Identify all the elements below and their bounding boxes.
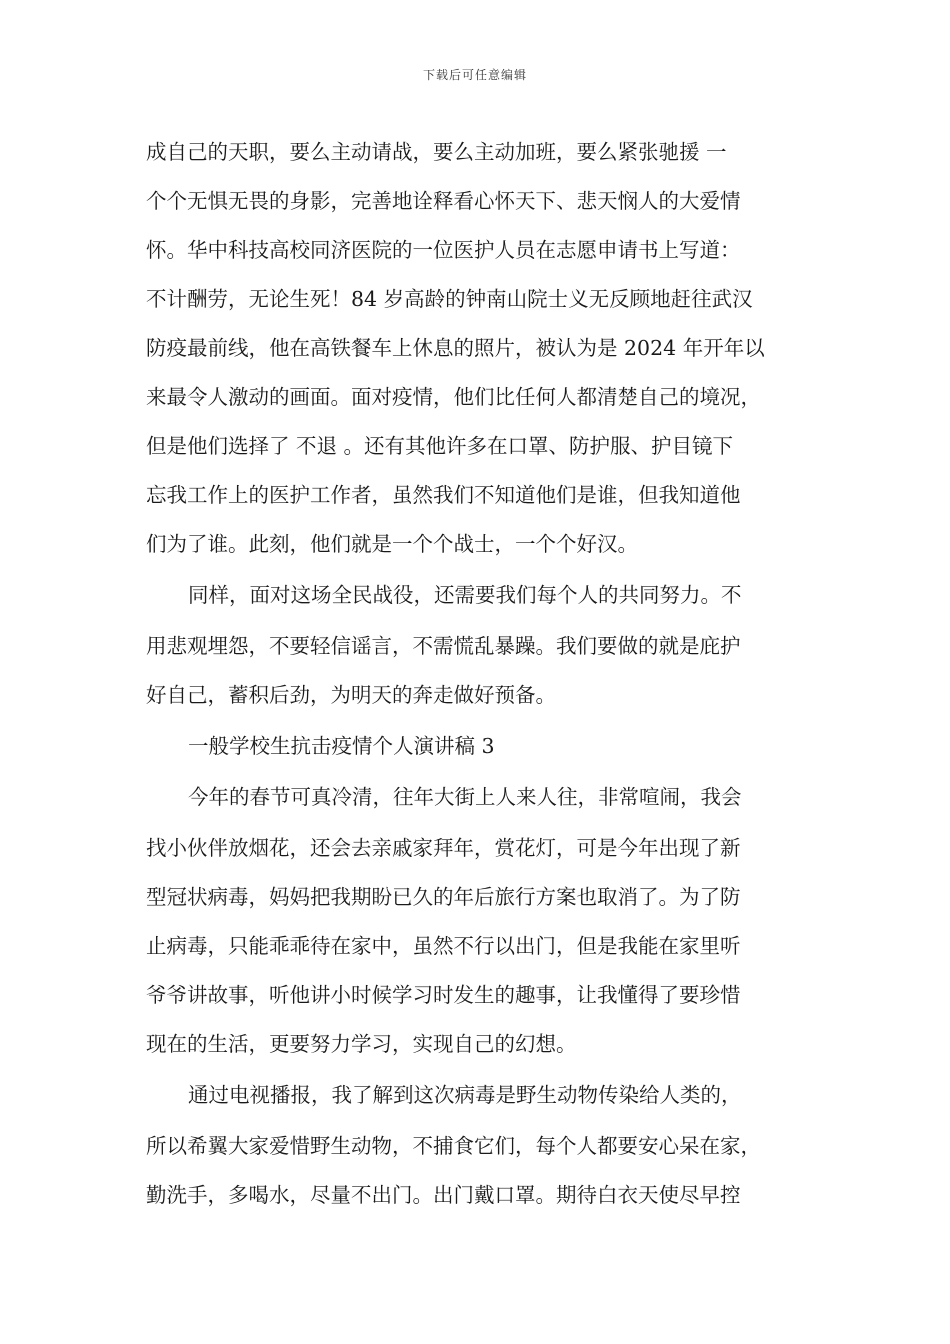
- body-line: 好自己，蓄积后劲，为明天的奔走做好预备。: [146, 683, 556, 707]
- paragraph-first-line: 同样，面对这场全民战役，还需要我们每个人的共同努力。不: [188, 583, 742, 607]
- body-line: 找小伙伴放烟花，还会去亲戚家拜年，赏花灯，可是今年出现了新: [146, 836, 741, 860]
- body-line: 所以希翼大家爱惜野生动物，不捕食它们，每个人都要安心呆在家，: [146, 1134, 761, 1158]
- paragraph-first-line: 通过电视播报，我了解到这次病毒是野生动物传染给人类的，: [188, 1083, 742, 1107]
- body-line: 忘我工作上的医护工作者，虽然我们不知道他们是谁，但我知道他: [146, 483, 741, 507]
- body-line: 现在的生活，更要努力学习，实现自己的幻想。: [146, 1032, 577, 1056]
- body-line: 怀。华中科技高校同济医院的一位医护人员在志愿申请书上写道：: [146, 238, 741, 262]
- page-header: 下载后可任意编辑: [422, 68, 527, 82]
- body-line: 止病毒，只能乖乖待在家中，虽然不行以出门，但是我能在家里听: [146, 934, 741, 958]
- body-line: 来最令人激动的画面。面对疫情，他们比任何人都清楚自己的境况，: [146, 385, 761, 409]
- body-line: 们为了谁。此刻，他们就是一个个战士，一个个好汉。: [146, 532, 638, 556]
- body-line: 但是他们选择了 不退 。还有其他许多在口罩、防护服、护目镜下: [146, 434, 734, 458]
- body-line: 个个无惧无畏的身影，完善地诠释看心怀天下、悲天悯人的大爱情: [146, 189, 741, 213]
- body-line: 不计酬劳，无论生死！84 岁高龄的钟南山院士义无反顾地赶往武汉: [146, 287, 753, 311]
- body-line: 型冠状病毒，妈妈把我期盼已久的年后旅行方案也取消了。为了防: [146, 885, 741, 909]
- body-line: 成自己的天职，要么主动请战，要么主动加班，要么紧张驰援 一: [146, 140, 727, 164]
- paragraph-first-line: 今年的春节可真冷清，往年大街上人来人往，非常喧闹，我会: [188, 785, 742, 809]
- body-line: 爷爷讲故事，听他讲小时候学习时发生的趣事，让我懂得了要珍惜: [146, 983, 741, 1007]
- body-line: 防疫最前线，他在高铁餐车上休息的照片，被认为是 2024 年开年以: [146, 336, 765, 360]
- section-heading: 一般学校生抗击疫情个人演讲稿 3: [188, 734, 495, 758]
- body-line: 勤洗手，多喝水，尽量不出门。出门戴口罩。期待白衣天使尽早控: [146, 1183, 741, 1207]
- body-line: 用悲观埋怨，不要轻信谣言，不需慌乱暴躁。我们要做的就是庇护: [146, 634, 741, 658]
